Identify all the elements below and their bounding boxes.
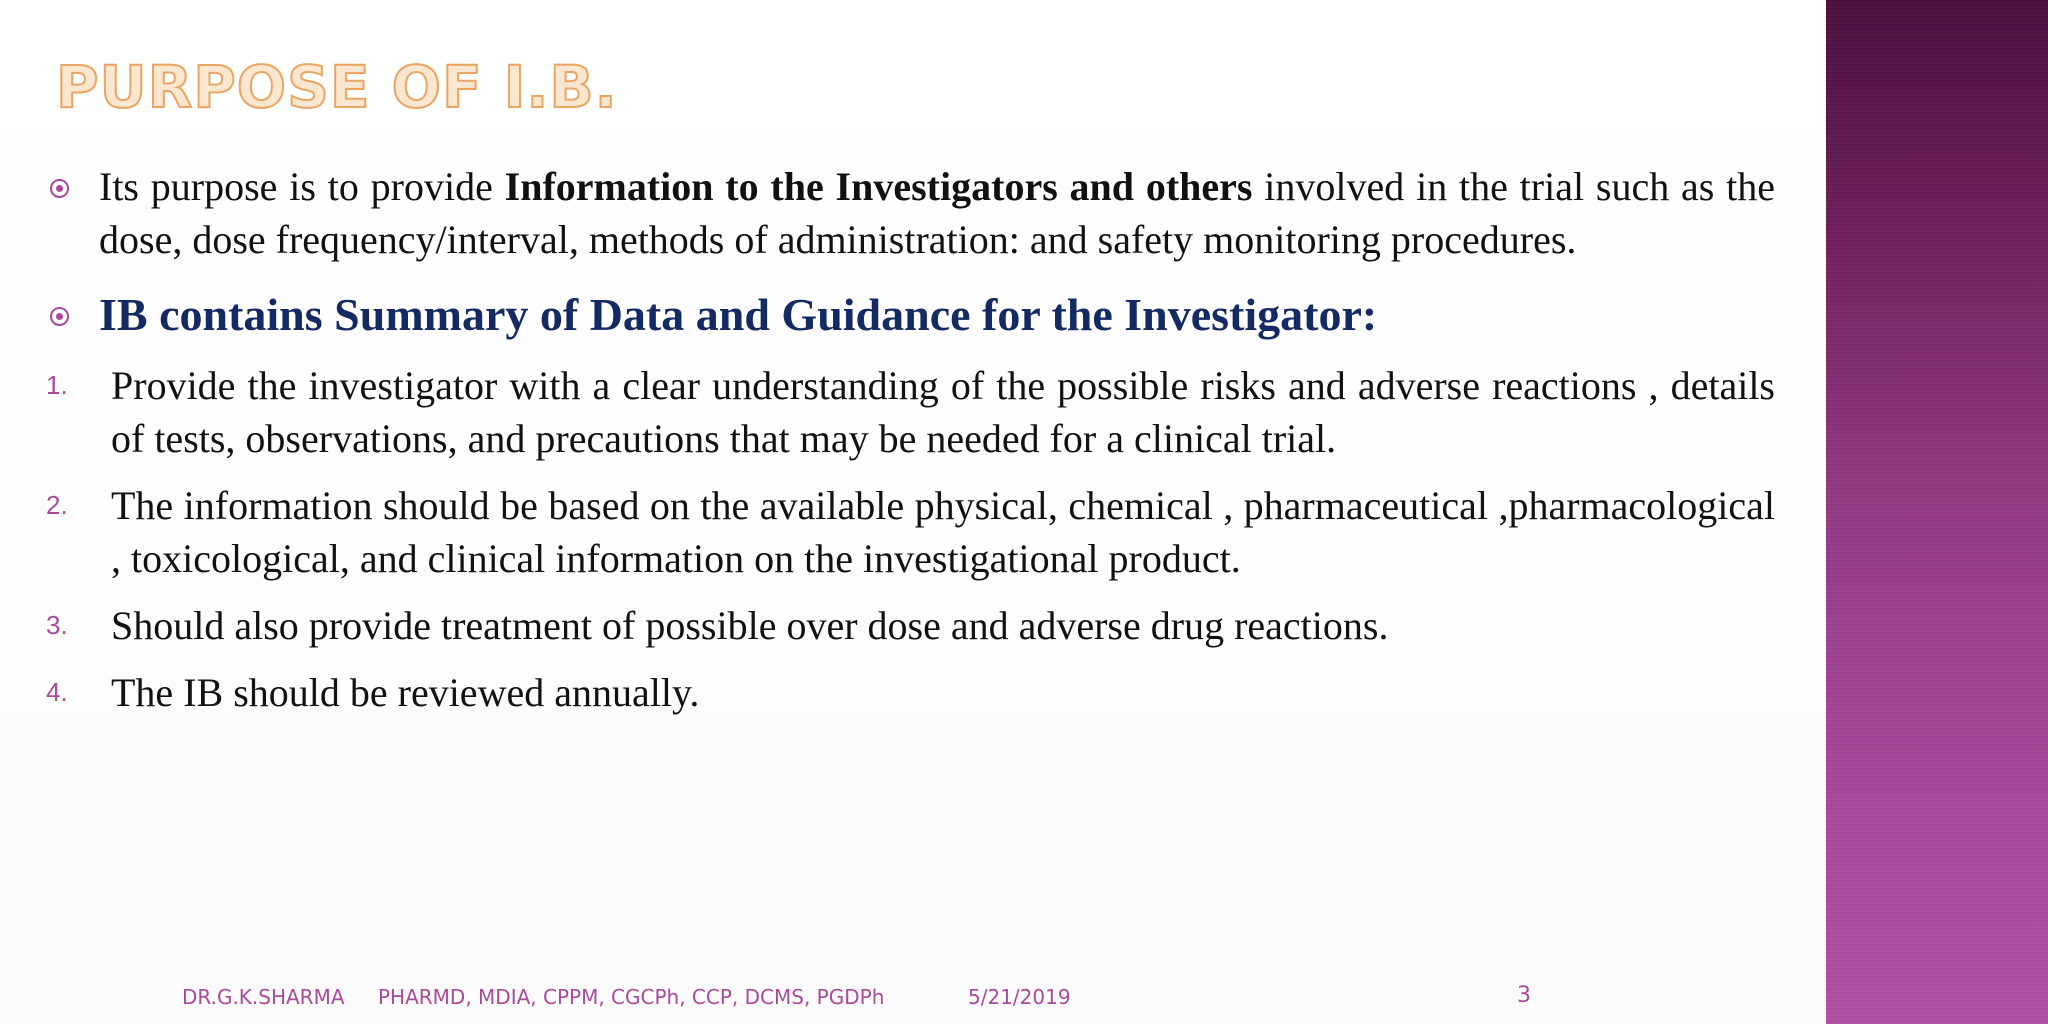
numbered-item-1 <box>40 359 1775 465</box>
numbered-item-2 <box>40 479 1775 585</box>
bullet-purpose <box>40 160 1775 266</box>
bullet-purpose-text-end: involved in the trial such as the dose, dose frequency/interval, methods of administration: and safety monitoring procedures. <box>99 164 1775 262</box>
footer-qualifications: PHARMD, MDIA, CPPM, CGCPh, CCP, DCMS, PGDPh <box>378 985 885 1009</box>
circled-dot-bullet-icon <box>50 307 69 326</box>
item-number: 2. <box>46 490 68 520</box>
item-text: The IB should be reviewed annually. <box>111 670 700 715</box>
slide-page-number: 3 <box>1517 983 1531 1008</box>
footer-date: 5/21/2019 <box>968 985 1071 1009</box>
item-text: The information should be based on the available physical, chemical , pharmaceutical ,pharmacological , toxicological, and clinical information on the investigational product. <box>111 483 1775 581</box>
numbered-item-3 <box>40 599 1775 652</box>
item-text: Provide the investigator with a clear understanding of the possible risks and adverse reactions , details of tests, observations, and precautions that may be needed for a clinical trial. <box>111 363 1775 461</box>
bullet-purpose-text-start: Its purpose is to provide <box>99 164 505 209</box>
item-number: 1. <box>46 370 68 400</box>
slide-title: PURPOSE OF I.B. <box>56 53 618 121</box>
item-number: 4. <box>46 677 68 707</box>
numbered-item-4 <box>40 666 1775 719</box>
circled-dot-bullet-icon <box>50 179 69 198</box>
item-text: Should also provide treatment of possible over dose and adverse drug reactions. <box>111 603 1389 648</box>
item-number: 3. <box>46 610 68 640</box>
decorative-sidebar <box>1826 0 2048 1024</box>
bullet-ib-contains-text: IB contains Summary of Data and Guidance for the Investigator: <box>99 289 1378 340</box>
bullet-ib-contains <box>40 287 1775 343</box>
footer-author: DR.G.K.SHARMA <box>182 985 345 1009</box>
slide-content <box>40 160 1775 733</box>
bullet-purpose-bold-text: Information to the Investigators and others <box>504 164 1253 209</box>
